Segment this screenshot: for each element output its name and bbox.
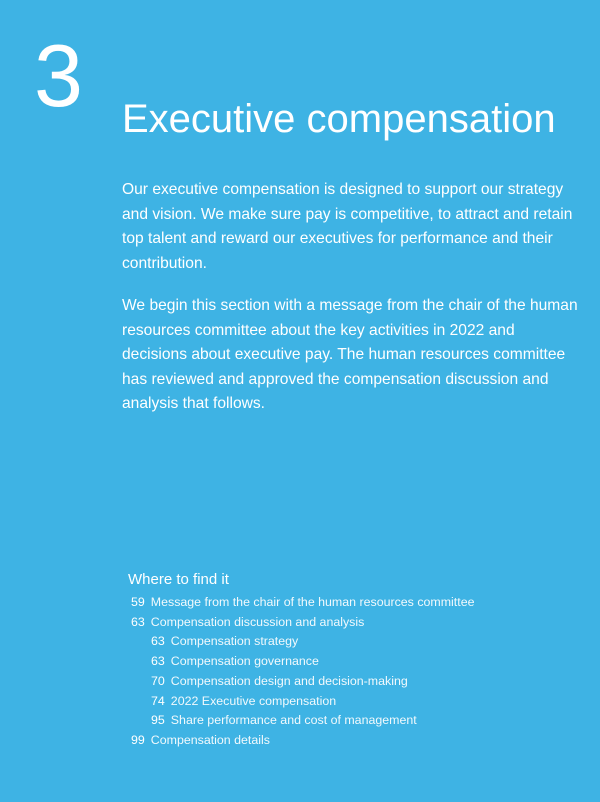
toc-label: Compensation discussion and analysis — [150, 614, 365, 629]
toc-label: Compensation design and decision-making — [170, 673, 408, 688]
toc-item-design-decision-making[interactable] — [151, 672, 578, 692]
toc-item-compensation-details[interactable] — [131, 731, 578, 751]
toc-label: Compensation governance — [170, 654, 319, 669]
toc-label: Compensation strategy — [170, 634, 299, 649]
toc-list — [128, 593, 578, 751]
toc-item-discussion-analysis[interactable] — [131, 613, 578, 633]
section-number: 3 — [34, 26, 83, 125]
toc-label: Message from the chair of the human resources committee — [150, 595, 475, 609]
toc-page-number: 95 — [151, 713, 165, 728]
toc-heading: Where to find it — [128, 571, 229, 588]
intro-text — [122, 178, 582, 435]
toc-page-number: 99 — [131, 732, 145, 747]
toc-item-share-performance[interactable] — [151, 711, 578, 731]
toc-label: Compensation details — [150, 732, 270, 747]
toc-page-number: 63 — [151, 654, 165, 669]
toc-page-number: 70 — [151, 673, 165, 688]
section-title: Executive compensation — [122, 97, 556, 141]
toc-page-number: 63 — [131, 614, 145, 629]
toc-item-chair-message[interactable] — [131, 593, 578, 613]
toc-label: 2022 Executive compensation — [170, 693, 337, 708]
toc-page-number: 59 — [131, 595, 145, 609]
toc-label: Share performance and cost of management — [170, 713, 417, 728]
toc-page-number: 74 — [151, 693, 165, 708]
toc-item-2022-executive-compensation[interactable] — [151, 692, 578, 712]
where-to-find-it — [128, 570, 578, 751]
toc-page-number: 63 — [151, 634, 165, 649]
intro-paragraph: We begin this section with a message from the chair of the human resources committee about the key activities in 2022 and decisions about executive pay. The human resources committee has reviewed and approved the compensation discussion and analysis that follows. — [122, 297, 578, 412]
intro-paragraph: Our executive compensation is designed to support our strategy and vision. We make sure pay is competitive, to attract and retain top talent and reward our executives for performance and their contribution. — [122, 181, 573, 272]
toc-item-governance[interactable] — [151, 652, 578, 672]
toc-item-strategy[interactable] — [151, 632, 578, 652]
